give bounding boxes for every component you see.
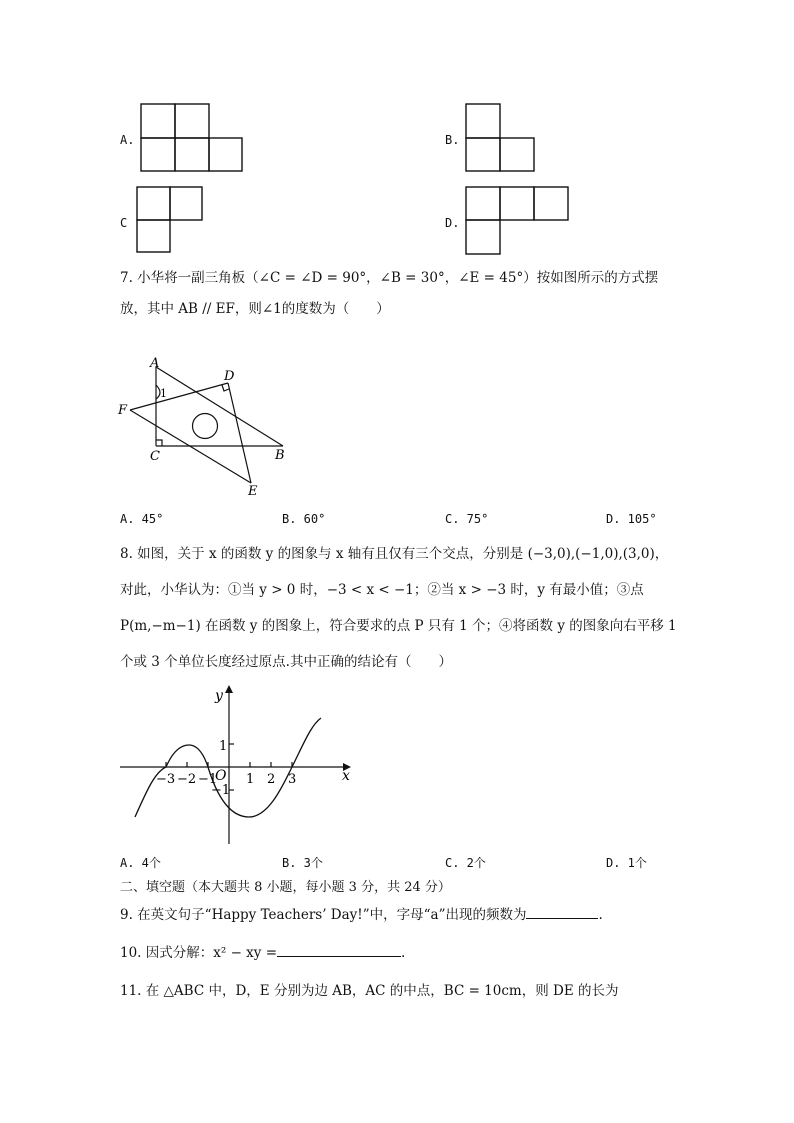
q8-option-c: C. 2个 — [445, 856, 486, 870]
q10-text: 10. 因式分解：x² − xy = — [120, 945, 278, 961]
q6-option-b-net — [465, 103, 537, 173]
x-tick-minus-1: −1 — [198, 772, 218, 787]
q8-line-2: 对此，小华认为：①当 y > 0 时，−3 < x < −1；②当 x > −3 时，y 有最小值；③点 — [120, 582, 644, 598]
q6-option-c-label: C — [120, 216, 128, 230]
x-axis-label: x — [342, 768, 350, 784]
q10-end: . — [401, 945, 406, 961]
point-c-label: C — [150, 449, 160, 464]
q11-line: 11. 在 △ABC 中，D，E 分别为边 AB，AC 的中点，BC = 10cm，则 DE 的长为 — [120, 983, 619, 999]
q9-line — [120, 909, 603, 923]
q6-option-a-label: A. — [120, 133, 135, 147]
q6-option-b-label: B. — [445, 133, 460, 147]
point-d-label: D — [224, 369, 235, 384]
q8-option-d: D. 1个 — [606, 856, 647, 870]
q10-answer-blank[interactable] — [277, 956, 401, 957]
q8-function-graph — [115, 680, 360, 848]
y-tick-minus-1: −1 — [211, 783, 231, 798]
y-tick-1: 1 — [219, 739, 228, 754]
q6-option-a-net — [140, 103, 244, 173]
section-2-heading: 二、填空题（本大题共 8 小题，每小题 3 分，共 24 分） — [120, 880, 451, 895]
q9-text: 9. 在英文句子“Happy Teachers’ Day!”中，字母“a”出现的频数为 — [120, 907, 527, 923]
q7-triangle-figure — [112, 355, 302, 503]
q8-option-a: A. 4个 — [120, 856, 161, 870]
q7-option-d: D. 105° — [606, 512, 657, 526]
q8-line-3: P(m,−m−1) 在函数 y 的图象上，符合要求的点 P 只有 1 个；④将函数 y 的图象向右平移 1 — [120, 618, 677, 634]
q9-answer-blank[interactable] — [526, 918, 598, 919]
point-a-label: A — [150, 356, 160, 371]
x-tick-3: 3 — [288, 772, 297, 787]
q7-option-c: C. 75° — [445, 512, 489, 526]
q9-end: . — [598, 907, 603, 923]
q7-option-b: B. 60° — [282, 512, 326, 526]
q7-option-a: A. 45° — [120, 512, 164, 526]
point-b-label: B — [275, 448, 285, 463]
q6-option-d-label: D. — [445, 216, 460, 230]
point-e-label: E — [248, 484, 258, 499]
q8-line-1: 8. 如图，关于 x 的函数 y 的图象与 x 轴有且仅有三个交点，分别是 (−3,0),(−1,0),(3,0)， — [120, 546, 669, 562]
q10-line — [120, 947, 405, 961]
y-axis-label: y — [215, 688, 223, 704]
q6-option-c-net — [136, 186, 204, 254]
q6-option-d-net — [465, 186, 571, 256]
q7-line-2: 放，其中 AB // EF，则∠1的度数为（ ） — [120, 301, 390, 317]
x-tick-minus-3: −3 — [156, 772, 176, 787]
point-f-label: F — [118, 403, 128, 418]
x-tick-1: 1 — [246, 772, 255, 787]
q8-option-b: B. 3个 — [282, 856, 323, 870]
angle-1-label: 1 — [160, 387, 167, 400]
x-tick-2: 2 — [267, 772, 276, 787]
origin-label: O — [215, 768, 227, 784]
q7-line-1: 7. 小华将一副三角板（∠C = ∠D = 90°，∠B = 30°，∠E = 45°）按如图所示的方式摆 — [120, 270, 659, 286]
x-tick-minus-2: −2 — [177, 772, 197, 787]
q8-line-4: 个或 3 个单位长度经过原点.其中正确的结论有（ ） — [120, 654, 452, 670]
